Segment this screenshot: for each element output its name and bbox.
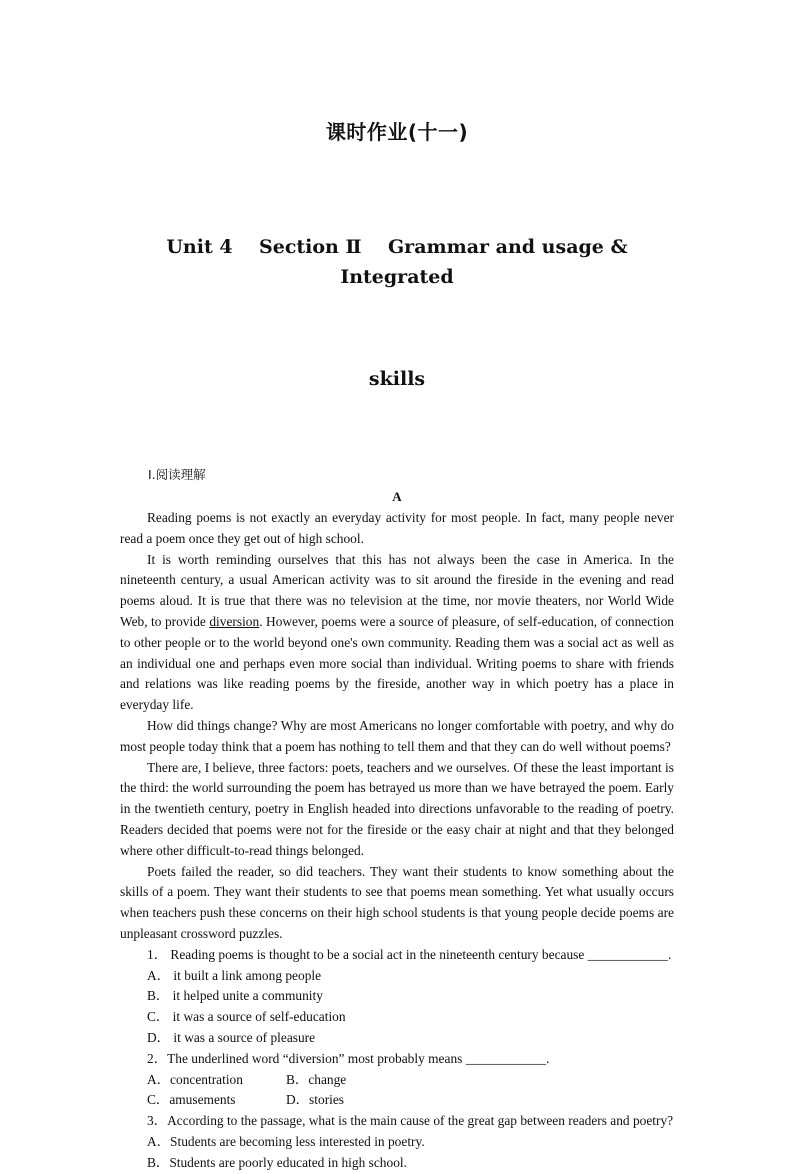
option-c: C． it was a source of self-education: [147, 1009, 346, 1025]
question-stem: 3．According to the passage, what is the main cause of the great gap between readers and poetry?: [147, 1113, 674, 1129]
passage-letter: A: [392, 489, 402, 504]
paragraph-5: Poets failed the reader, so did teachers. They want their students to know something about the skills of a poem. They want their students to see that poems mean something. Yet what usually occurs when teachers push these concerns on their high school students is that young people decide poems are unpleasant crossword puzzles.: [120, 863, 674, 941]
question-1: [120, 945, 674, 1049]
option-row: [120, 1070, 674, 1091]
option-b: B．Students are poorly educated in high school.: [147, 1154, 407, 1170]
paragraph-2-text-before: It is worth reminding ourselves that this has not always been the case in America. In the nineteenth century, a usual American activity was to sit around the fireside in the evening and read poems aloud. It is true that there was no television at the time, nor movie theaters, nor World Wide Web, to provide: [120, 551, 674, 629]
option-row: [120, 1090, 674, 1111]
option-a: A． it built a link among people: [147, 967, 322, 983]
option-a: A．concentration: [147, 1071, 243, 1087]
paragraph-4: There are, I believe, three factors: poets, teachers and we ourselves. Of these the least important is the third: the world surrounding the poem has betrayed us more than we have betrayed the poem. Early in the twentieth century, poetry in English headed into directions unfavorable to the reading of poetry. Readers decided that poems were not for the fireside or the easy chair at night and that they belonged where other difficult-to-read things belonged.: [120, 759, 674, 858]
option-b: B．change: [286, 1071, 347, 1087]
paragraph-2: [120, 550, 674, 716]
unit-title: [120, 172, 674, 454]
option-b: B． it helped unite a community: [147, 988, 323, 1004]
paragraph-1: Reading poems is not exactly an everyday activity for most people. In fact, many people never read a poem once they get out of high school.: [120, 510, 674, 546]
option-d: D．stories: [286, 1092, 345, 1108]
paragraph-2-text-after: . However, poems were a source of pleasure, of self-education, of connection to other people or to the world beyond one's own community. Reading them was a social act as well as an individual one and perhaps even more social than individual. Writing poems to share with friends and relations was like reading poems by the fireside, another way in which poetry has a place in everyday life.: [120, 613, 675, 713]
document-title: 课时作业(十一): [325, 120, 469, 144]
option-a: A．Students are becoming less interested in poetry.: [147, 1133, 425, 1149]
question-2: [120, 1049, 674, 1111]
question-stem: 1． Reading poems is thought to be a social act in the nineteenth century because ____________.: [147, 946, 672, 962]
document-body: [120, 508, 674, 1174]
option-c: C．amusements: [147, 1092, 236, 1108]
unit-title-line-1: Unit 4 Section Ⅱ Grammar and usage & Integrated: [166, 236, 635, 288]
section-heading: Ⅰ.阅读理解: [148, 467, 206, 482]
underlined-word: diversion: [209, 613, 260, 629]
question-3: [120, 1111, 674, 1173]
paragraph-3: How did things change? Why are most Americans no longer comfortable with poetry, and why do most people today think that a poem has nothing to tell them and that they can do well without poems?: [120, 717, 674, 754]
unit-title-line-2: skills: [368, 368, 426, 390]
document-page: [120, 0, 674, 1174]
option-d: D． it was a source of pleasure: [147, 1029, 316, 1045]
question-stem: 2．The underlined word “diversion” most probably means ____________.: [147, 1050, 550, 1066]
